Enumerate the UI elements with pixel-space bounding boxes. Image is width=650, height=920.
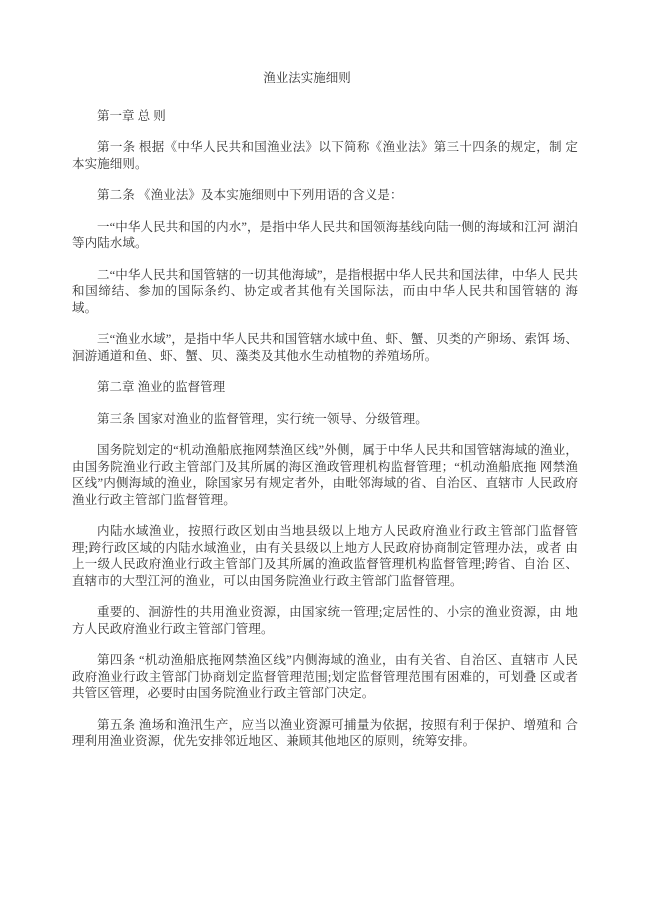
document-title: 渔业法实施细则 <box>263 71 351 85</box>
definition-item-3: 三“渔业水域”，是指中华人民共和国管辖水域中鱼、虾、蟹、贝类的产卵场、索饵 场、洄游通道和鱼、虾、蟹、贝、藻类及其他水生动植物的养殖场所。 <box>72 332 578 363</box>
article-5-text: 第五条 渔场和渔汛生产，应当以渔业资源可捕量为依据，按照有利于保护、增殖和 合理利用渔业资源，优先安排邻近地区、兼顾其他地区的原则，统筹安排。 <box>72 717 578 748</box>
article-3-text: 第三条 国家对渔业的监督管理，实行统一领导、分级管理。 <box>97 411 428 426</box>
chapter-1-heading: 第一章 总 则 <box>97 108 166 123</box>
article-2-intro: 第二条 《渔业法》及本实施细则中下列用语的含义是： <box>97 188 403 202</box>
definition-item-1: 一“中华人民共和国的内水”，是指中华人民共和国领海基线向陆一侧的海域和江河 湖泊等内陆水域。 <box>72 219 578 250</box>
article-3-paragraph-4: 重要的、洄游性的共用渔业资源，由国家统一管理;定居性的、小宗的渔业资源，由 地方人民政府渔业行政主管部门管理。 <box>72 605 578 636</box>
definition-item-2: 二“中华人民共和国管辖的一切其他海域”，是指根据中华人民共和国法律，中华人 民共和国缔结、参加的国际条约、协定或者其他有关国际法，而由中华人民共和国管辖的 海域。 <box>72 267 578 315</box>
article-3-paragraph-2: 国务院划定的“机动渔船底拖网禁渔区线”外侧，属于中华人民共和国管辖海域的渔业，由国务院渔业行政主管部门及其所属的海区渔政管理机构监督管理；“机动渔船底拖 网禁渔区线”内侧海域的渔业，除国家另有规定者外，由毗邻海域的省、自治区、直辖市 人民政府渔业行政主管部门监督管理。 <box>72 443 578 507</box>
article-1-text: 第一条 根据《中华人民共和国渔业法》以下简称《渔业法》第三十四条的规定，制 定本实施细则。 <box>72 140 578 171</box>
article-3-paragraph-3: 内陆水域渔业，按照行政区划由当地县级以上地方人民政府渔业行政主管部门监督管理;跨行政区域的内陆水域渔业，由有关县级以上地方人民政府协商制定管理办法，或者 由上一级人民政府渔业行政主管部门及其所属的渔政监督管理机构监督管理;跨省、自治 区、直辖市的大型江河的渔业，可以由国务院渔业行政主管部门监督管理。 <box>72 524 578 588</box>
article-4-text: 第四条 “机动渔船底拖网禁渔区线”内侧海域的渔业，由有关省、自治区、直辖市 人民政府渔业行政主管部门协商划定监督管理范围;划定监督管理范围有困难的，可划叠 区或者共管区管理，必要时由国务院渔业行政主管部门决定。 <box>72 653 578 700</box>
chapter-2-heading: 第二章 渔业的监督管理 <box>97 380 226 394</box>
